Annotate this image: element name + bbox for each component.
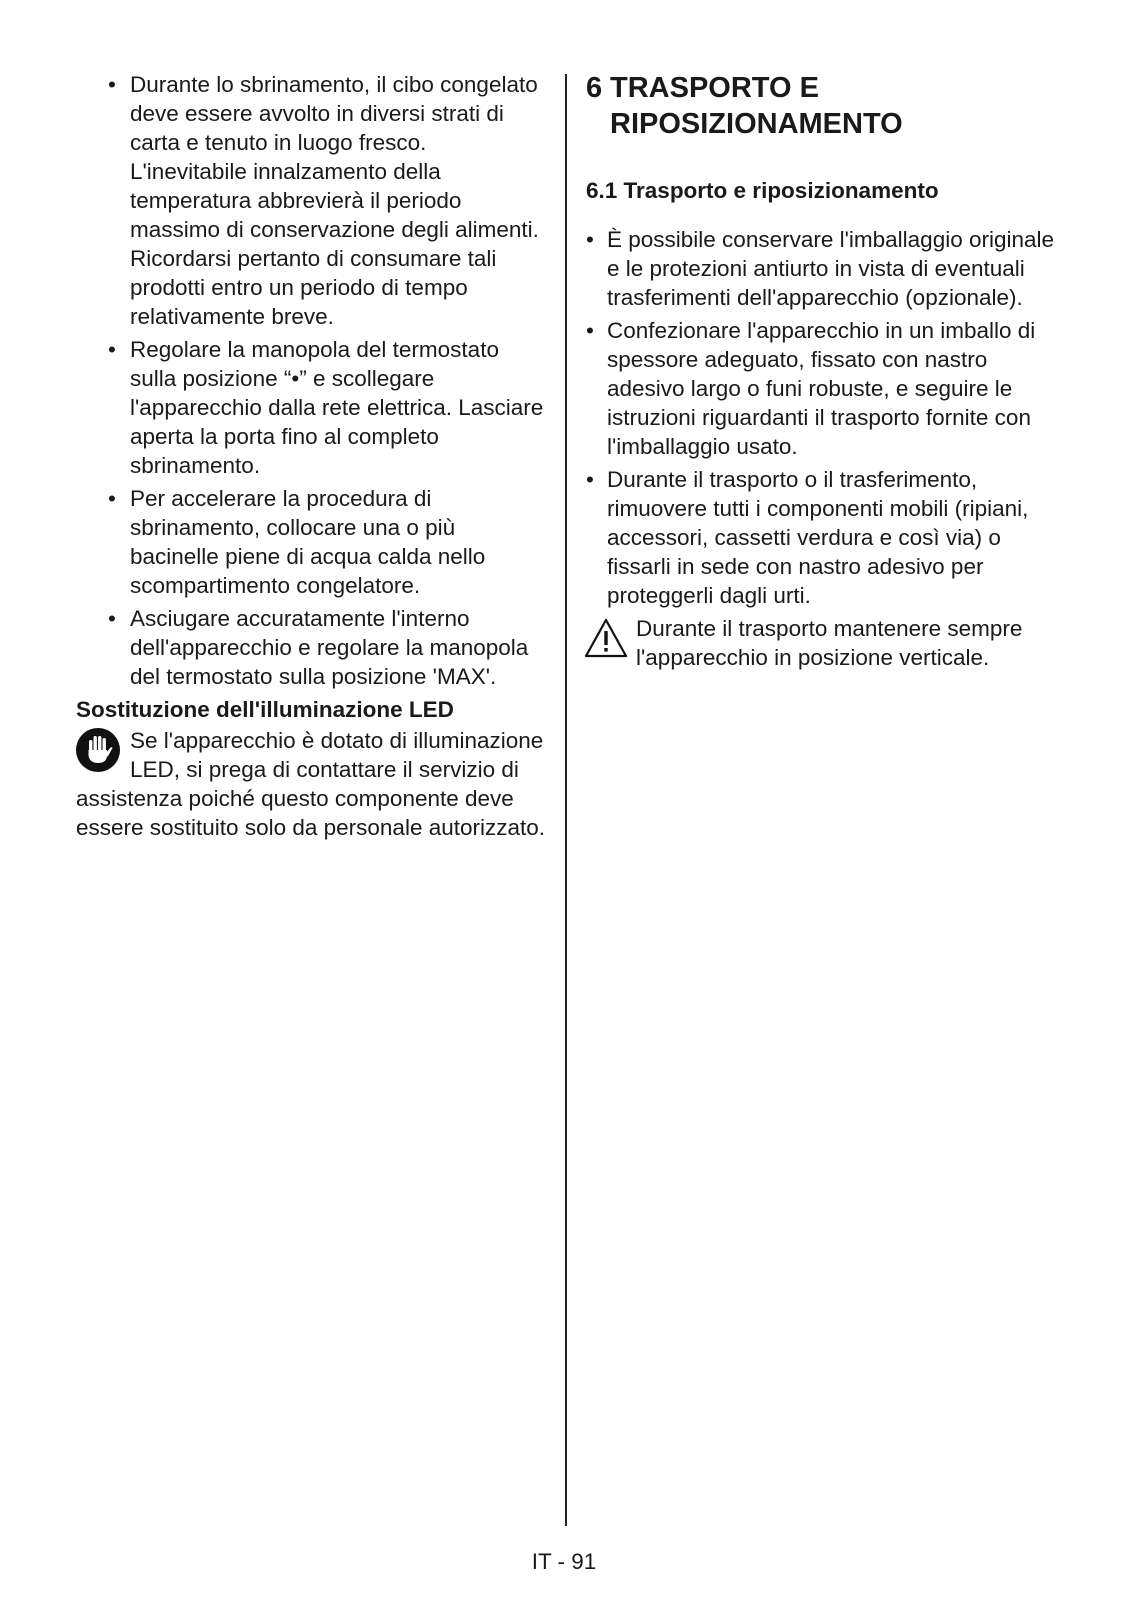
section-title-line2: RIPOSIZIONAMENTO — [610, 108, 903, 140]
list-item-text: Regolare la manopola del termostato sulla posizione “•” e scollegare l'apparecchio dalla rete elettrica. Lasciare aperta la porta fino al completo sbrinamento. — [130, 337, 544, 478]
warning-triangle-icon — [584, 618, 628, 665]
list-item — [586, 465, 1061, 610]
led-replacement-heading: Sostituzione dell'illuminazione LED — [76, 697, 454, 722]
bullet: • — [108, 606, 116, 631]
list-item-text: Durante lo sbrinamento, il cibo congelato deve essere avvolto in diversi strati di carta e tenuto in luogo fresco. L'inevitabile innalzamento della temperatura abbrevierà il periodo massimo di conservazione degli alimenti. Ricordarsi pertanto di consumare tali prodotti entro un periodo di tempo relativamente breve. — [130, 72, 539, 329]
list-item — [586, 316, 1061, 461]
bullet: • — [586, 318, 594, 343]
transport-list — [586, 225, 1061, 610]
section-title — [586, 70, 1061, 142]
section-title-line1: TRASPORTO E — [610, 72, 819, 104]
list-item — [76, 335, 546, 480]
bullet: • — [108, 486, 116, 511]
bullet: • — [586, 227, 594, 252]
right-column — [586, 70, 1061, 672]
list-item — [76, 604, 546, 691]
stop-hand-icon — [76, 728, 120, 772]
defrost-steps-list — [76, 70, 546, 691]
warning-text: Durante il trasporto mantenere sempre l'apparecchio in posizione verticale. — [636, 616, 1023, 670]
list-item-text: Asciugare accuratamente l'interno dell'apparecchio e regolare la manopola del termostato sulla posizione 'MAX'. — [130, 606, 529, 689]
list-item-text: Per accelerare la procedura di sbrinamento, collocare una o più bacinelle piene di acqua calda nello scompartimento congelatore. — [130, 486, 486, 598]
list-item — [586, 225, 1061, 312]
list-item-text: Confezionare l'apparecchio in un imballo di spessore adeguato, fissato con nastro adesivo largo o funi robuste, e seguire le istruzioni riguardanti il trasporto fornite con l'imballaggio usato. — [607, 318, 1036, 459]
bullet: • — [586, 467, 594, 492]
list-item-text: Durante il trasporto o il trasferimento, rimuovere tutti i componenti mobili (ripiani, accessori, cassetti verdura e così via) o fissarli in sede con nastro adesivo per proteggerli dagli urti. — [607, 467, 1029, 608]
section-number: 6 — [586, 72, 603, 104]
left-column — [76, 70, 546, 842]
bullet: • — [108, 72, 116, 97]
column-divider — [565, 74, 567, 1526]
transport-warning — [586, 614, 1061, 672]
bullet: • — [108, 337, 116, 362]
list-item — [76, 484, 546, 600]
page-number: IT - 91 — [531, 1549, 597, 1574]
list-item-text: È possibile conservare l'imballaggio originale e le protezioni antiurto in vista di eventuali trasferimenti dell'apparecchio (opzionale). — [607, 227, 1055, 310]
list-item — [76, 70, 546, 331]
led-notice-text: Se l'apparecchio è dotato di illuminazione LED, si prega di contattare il servizio di assistenza poiché questo componente deve essere sostituito solo da personale autorizzato. — [76, 728, 546, 840]
led-notice — [76, 726, 546, 842]
subsection-title: 6.1 Trasporto e riposizionamento — [586, 178, 939, 203]
